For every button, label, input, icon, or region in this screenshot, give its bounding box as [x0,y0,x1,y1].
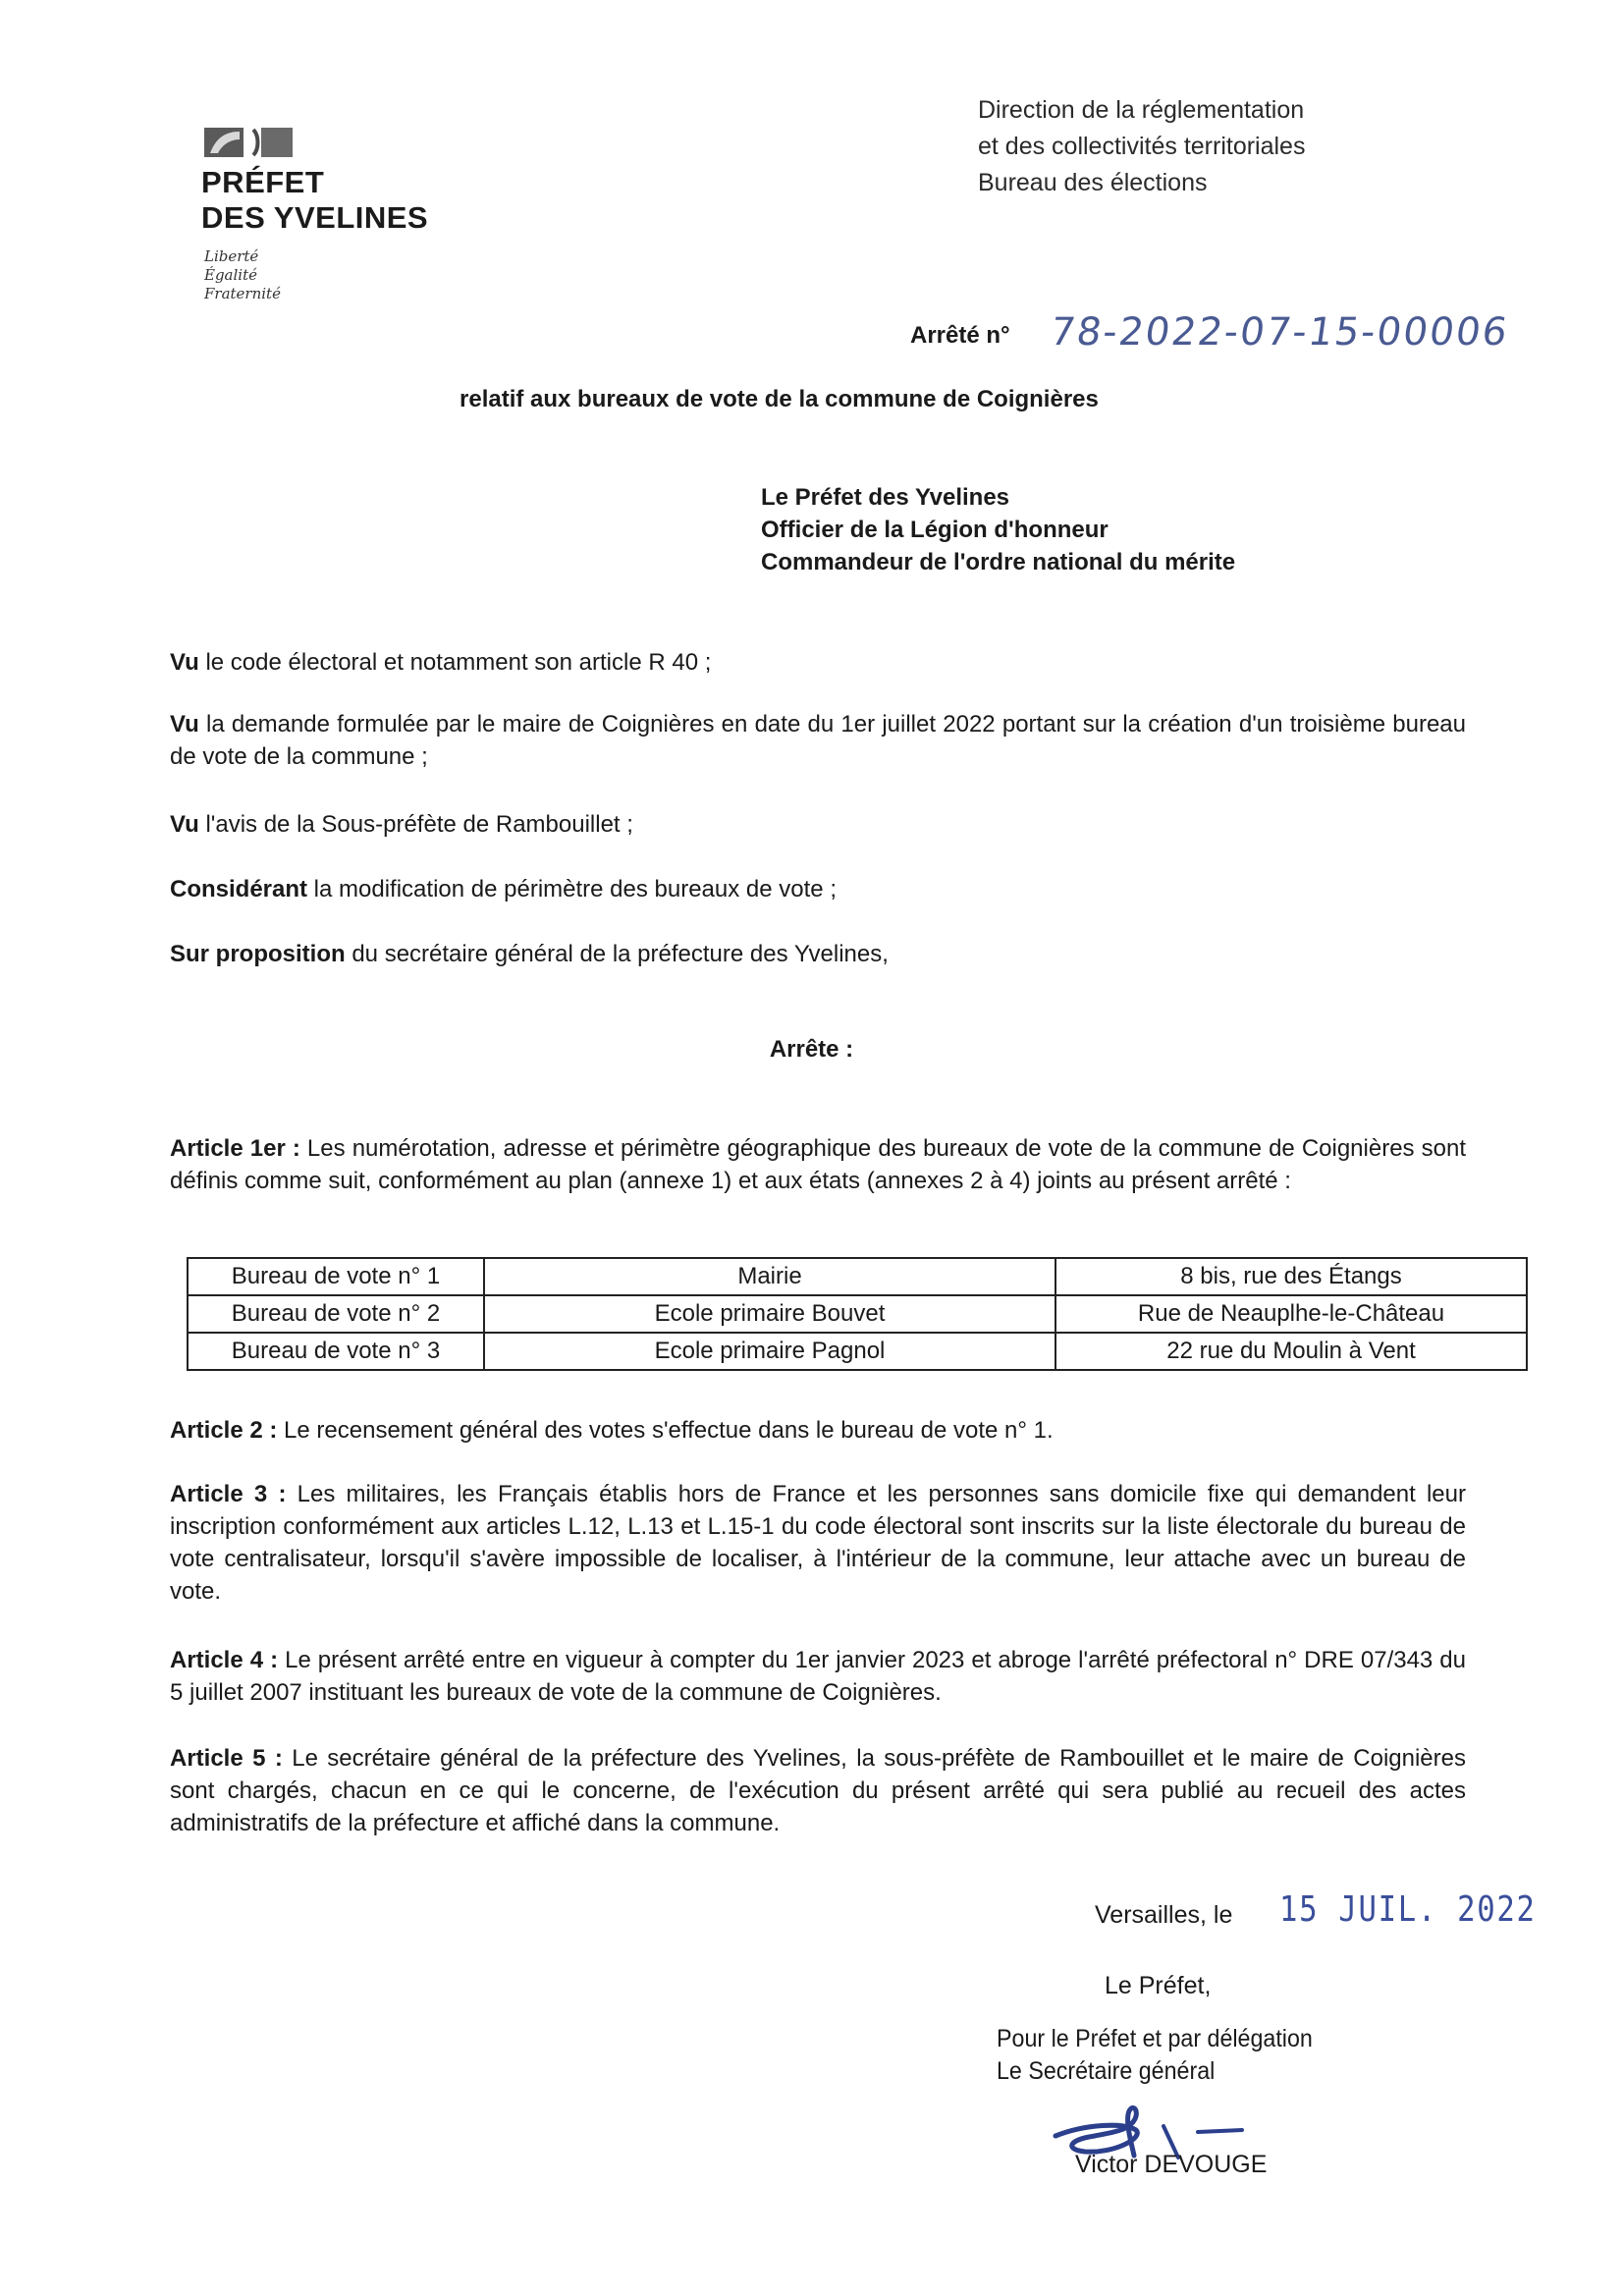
motto-liberte: Liberté [204,247,259,265]
direction-line: et des collectivités territoriales [978,133,1306,160]
logo-title-line1: PRÉFET [201,165,325,199]
signatory-name: Victor DEVOUGE [1075,2151,1268,2178]
visa-paragraph [170,708,1466,773]
prefet-title-line: Le Préfet des Yvelines [761,484,1010,511]
delegation-line: Le Secrétaire général [997,2057,1216,2085]
table-cell: Bureau de vote n° 1 [188,1258,484,1295]
article-lead: Article 2 : [170,1417,278,1444]
direction-line: Direction de la réglementation [978,96,1305,124]
article-lead: Article 4 : [170,1647,279,1673]
table-row [188,1333,1527,1370]
arrete-number-handwritten: 78-2022-07-15-00006 [1047,310,1512,355]
marianne-logo-icon [204,126,295,159]
signature-delegation [997,2023,1313,2088]
article-paragraph [170,1742,1466,1839]
table-cell: 22 rue du Moulin à Vent [1055,1333,1527,1370]
motto-fraternite: Fraternité [204,285,281,302]
article-lead: Article 5 : [170,1745,283,1772]
prefet-title-line: Officier de la Légion d'honneur [761,517,1109,543]
visa-text: le code électoral et notamment son article R 40 ; [198,649,712,676]
article-lead: Article 1er : [170,1135,300,1162]
bureaux-table [187,1257,1528,1371]
visa-paragraph [170,873,1466,905]
arrete-label: Arrêté n° [910,322,1010,349]
table-row [188,1258,1527,1295]
motto-egalite: Égalité [204,266,257,284]
article-paragraph [170,1132,1466,1197]
table-cell: Rue de Neauplhe-le-Château [1055,1295,1527,1333]
visa-text: l'avis de la Sous-préfète de Rambouillet ; [198,811,633,838]
prefet-titles [761,481,1235,578]
article-text: Le présent arrêté entre en vigueur à compter du 1er janvier 2023 et abroge l'arrêté préfectoral n° DRE 07/343 du 5 juillet 2007 instituant les bureaux de vote de la commune de Coignières. [170,1647,1466,1706]
article-text: Le recensement général des votes s'effectue dans le bureau de vote n° 1. [277,1417,1054,1444]
table-row [188,1295,1527,1333]
signature-prefet: Le Préfet, [1105,1972,1212,1999]
table-cell: Bureau de vote n° 3 [188,1333,484,1370]
table-cell: Bureau de vote n° 2 [188,1295,484,1333]
visa-lead: Considérant [170,876,308,902]
date-stamp: 15 JUIL. 2022 [1279,1889,1537,1930]
direction-header [978,92,1305,201]
table-cell: Ecole primaire Pagnol [484,1333,1055,1370]
prefet-title-line: Commandeur de l'ordre national du mérite [761,549,1236,575]
article-text: Le secrétaire général de la préfecture des Yvelines, la sous-préfète de Rambouillet et le maire de Coignières sont chargés, chacun en ce qui le concerne, de l'exécution du présent arrêté qui sera publié au recueil des actes administratifs de la préfecture et affiché dans la commune. [170,1745,1466,1836]
visa-paragraph [170,646,1466,679]
article-text: Les numérotation, adresse et périmètre géographique des bureaux de vote de la commune de Coignières sont définis comme suit, conformément au plan (annexe 1) et aux états (annexes 2 à 4) joints au présent arrêté : [170,1135,1466,1194]
arrete-subject: relatif aux bureaux de vote de la commune de Coignières [460,386,1099,412]
delegation-line: Pour le Préfet et par délégation [997,2025,1313,2052]
visa-lead: Sur proposition [170,941,346,967]
arrete-heading: Arrête : [769,1036,854,1063]
visa-lead: Vu [170,711,199,738]
visa-text: du secrétaire général de la préfecture des Yvelines, [345,941,889,967]
visa-text: la demande formulée par le maire de Coignières en date du 1er juillet 2022 portant sur la création d'un troisième bureau de vote de la commune ; [170,711,1466,770]
logo-title-line2: DES YVELINES [201,200,429,235]
direction-line: Bureau des élections [978,169,1208,196]
visa-paragraph [170,808,1466,841]
visa-text: la modification de périmètre des bureaux de vote ; [307,876,837,902]
prefet-logo-title [201,165,428,236]
signature-place: Versailles, le [1095,1901,1233,1929]
article-paragraph [170,1478,1466,1608]
visa-paragraph [170,938,1466,970]
article-paragraph [170,1644,1466,1709]
article-text: Les militaires, les Français établis hors de France et les personnes sans domicile fixe qui demandent leur inscription conformément aux articles L.12, L.13 et L.15-1 du code électoral sont inscrits sur la liste électorale du bureau de vote centralisateur, lorsqu'il s'avère impossible de localiser, à l'intérieur de la commune, leur attache avec un bureau de vote. [170,1481,1466,1605]
table-cell: Mairie [484,1258,1055,1295]
article-lead: Article 3 : [170,1481,287,1507]
visa-lead: Vu [170,649,199,676]
article-paragraph [170,1414,1466,1447]
table-cell: Ecole primaire Bouvet [484,1295,1055,1333]
table-cell: 8 bis, rue des Étangs [1055,1258,1527,1295]
republic-motto [204,247,281,303]
visa-lead: Vu [170,811,199,838]
